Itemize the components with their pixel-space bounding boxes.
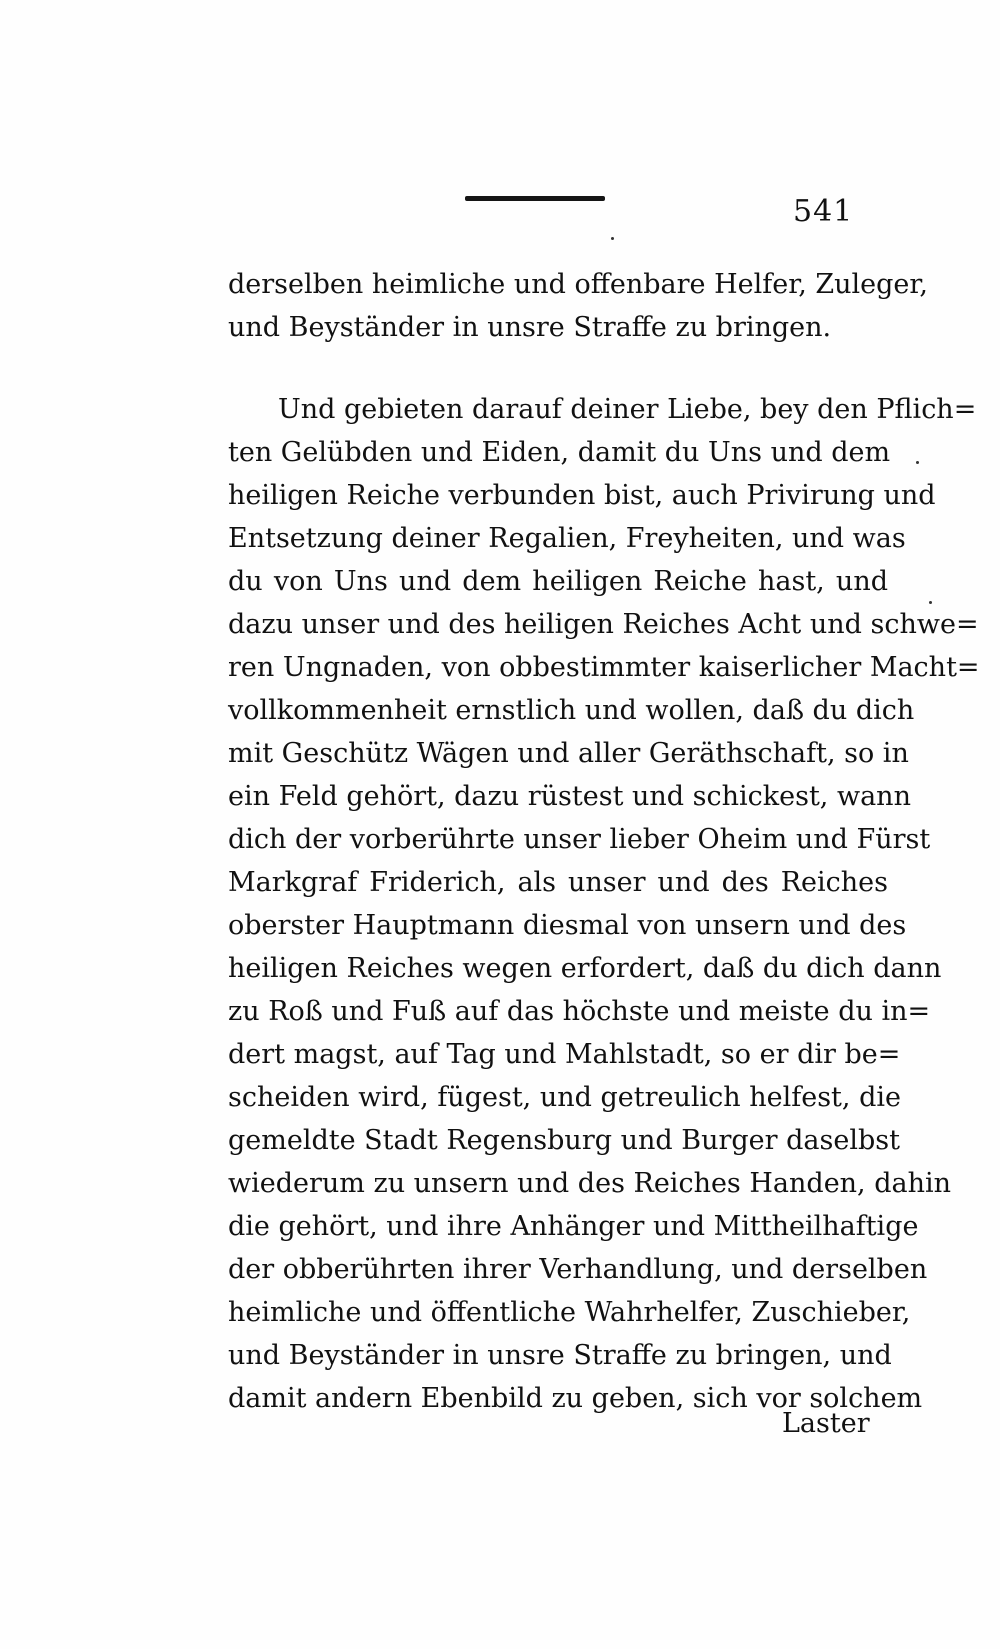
text-line: heimliche und öffentliche Wahrhelfer, Zuschieber,	[228, 1297, 911, 1328]
text-line: gemeldte Stadt Regensburg und Burger daselbst	[228, 1125, 900, 1156]
ink-speck	[611, 237, 614, 240]
ink-speck	[929, 601, 932, 604]
text-line: wiederum zu unsern und des Reiches Handen, dahin	[228, 1168, 952, 1199]
text-line: ein Feld gehört, dazu rüstest und schickest, wann	[228, 781, 911, 812]
text-line: dich der vorberührte unser lieber Oheim und Fürst	[228, 824, 931, 855]
text-line: heiligen Reiches wegen erfordert, daß du dich dann	[228, 953, 942, 984]
paragraph-1	[228, 263, 928, 349]
text-line: Und gebieten darauf deiner Liebe, bey den Pflich=	[278, 394, 977, 425]
text-line: ten Gelübden und Eiden, damit du Uns und dem	[228, 437, 891, 468]
ink-speck	[916, 461, 919, 464]
text-line: und Beyständer in unsre Straffe zu bringen.	[228, 312, 832, 343]
text-line: und Beyständer in unsre Straffe zu bringen, und	[228, 1340, 892, 1371]
text-line: Entsetzung deiner Regalien, Freyheiten, und was	[228, 523, 906, 554]
header-rule	[465, 196, 605, 201]
text-line: scheiden wird, fügest, und getreulich helfest, die	[228, 1082, 901, 1113]
paragraph-2	[228, 388, 980, 1420]
page-number: 541	[793, 194, 854, 229]
text-line: zu Roß und Fuß auf das höchste und meiste du in=	[228, 996, 931, 1027]
text-line: vollkommenheit ernstlich und wollen, daß du dich	[228, 695, 915, 726]
text-line: der obberührten ihrer Verhandlung, und derselben	[228, 1254, 928, 1285]
text-line: du von Uns und dem heiligen Reiche hast, und	[228, 566, 888, 597]
text-line: ren Ungnaden, von obbestimmter kaiserlicher Macht=	[228, 652, 980, 683]
text-line: Markgraf Friderich, als unser und des Reiches	[228, 867, 888, 898]
text-line: die gehört, und ihre Anhänger und Mittheilhaftige	[228, 1211, 919, 1242]
text-line: damit andern Ebenbild zu geben, sich vor solchem	[228, 1383, 923, 1414]
text-line: heiligen Reiche verbunden bist, auch Privirung und	[228, 480, 936, 511]
text-line: oberster Hauptmann diesmal von unsern und des	[228, 910, 907, 941]
text-line: derselben heimliche und offenbare Helfer, Zuleger,	[228, 269, 928, 300]
text-line: mit Geschütz Wägen und aller Geräthschaft, so in	[228, 738, 909, 769]
catchword: Laster	[782, 1408, 870, 1439]
text-line: dert magst, auf Tag und Mahlstadt, so er dir be=	[228, 1039, 901, 1070]
text-line: dazu unser und des heiligen Reiches Acht und schwe=	[228, 609, 979, 640]
